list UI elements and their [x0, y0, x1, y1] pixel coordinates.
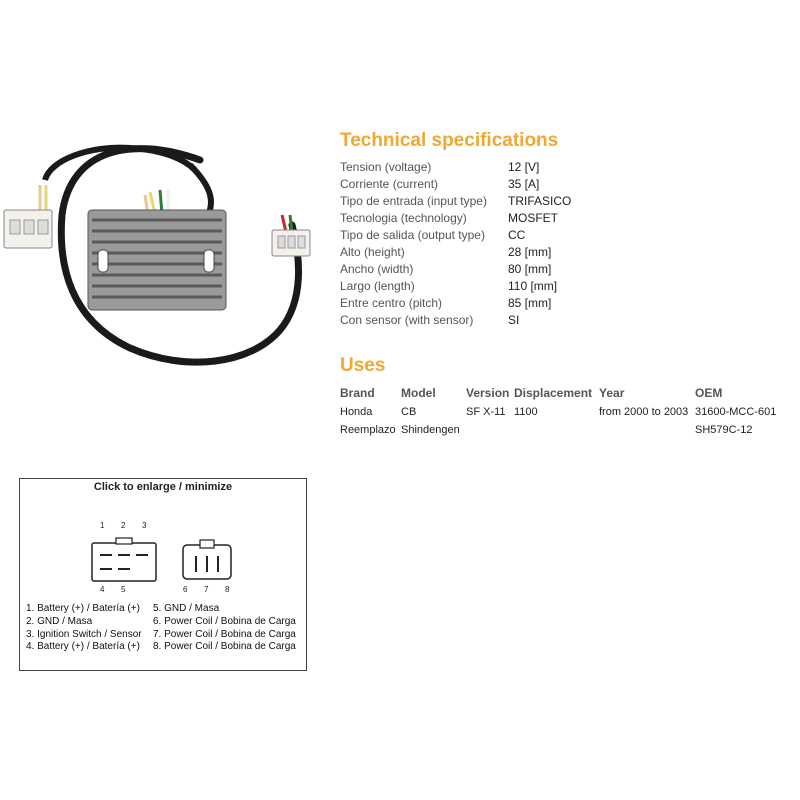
spec-label: Entre centro (pitch) — [340, 295, 443, 310]
spec-value: 80 [mm] — [508, 261, 552, 276]
uses-cell: from 2000 to 2003 — [599, 406, 689, 418]
uses-cell — [514, 421, 599, 439]
pin-label-8: 8 — [225, 585, 230, 594]
uses-cell — [599, 421, 695, 439]
uses-table — [340, 383, 785, 439]
legend-item-5: 5. GND / Masa — [153, 603, 220, 614]
spec-row — [340, 311, 571, 328]
spec-label: Con sensor (with sensor) — [340, 312, 474, 327]
spec-label: Tipo de salida (output type) — [340, 227, 485, 242]
legend-item-8: 8. Power Coil / Bobina de Carga — [153, 641, 296, 653]
pin-label-4: 4 — [100, 585, 105, 594]
uses-column-header: Version — [466, 386, 510, 400]
spec-value: CC — [508, 227, 526, 242]
spec-value: 28 [mm] — [508, 244, 552, 259]
spec-label: Ancho (width) — [340, 261, 414, 276]
legend-item-3: 3. Ignition Switch / Sensor — [26, 628, 142, 640]
spec-label: Largo (length) — [340, 278, 415, 293]
spec-value: 35 [A] — [508, 176, 540, 191]
uses-section — [340, 355, 790, 439]
uses-cell: SH579C-12 — [695, 424, 753, 436]
uses-column-header: Displacement — [514, 386, 593, 400]
connector-diagram-panel[interactable] — [19, 478, 307, 671]
specs-title: Technical specifications — [340, 130, 559, 151]
spec-label: Tension (voltage) — [340, 159, 432, 174]
spec-row — [340, 277, 571, 294]
legend-item-7: 7. Power Coil / Bobina de Carga — [153, 628, 296, 640]
uses-column-header: Brand — [340, 386, 375, 400]
pin-legend-right — [153, 603, 296, 654]
spec-row — [340, 175, 571, 192]
legend-item-1: 1. Battery (+) / Batería (+) — [26, 603, 140, 614]
uses-column-header: Model — [401, 386, 436, 400]
uses-cell: Honda — [340, 406, 373, 418]
spec-row — [340, 192, 571, 209]
spec-value: 85 [mm] — [508, 295, 552, 310]
spec-row — [340, 260, 571, 277]
spec-row — [340, 243, 571, 260]
spec-value: MOSFET — [508, 210, 558, 225]
spec-row — [340, 158, 571, 175]
spec-label: Corriente (current) — [340, 176, 439, 191]
uses-cell — [466, 421, 514, 439]
legend-item-6: 6. Power Coil / Bobina de Carga — [153, 615, 296, 627]
pin-label-5: 5 — [121, 585, 126, 594]
uses-cell: 1100 — [514, 406, 538, 418]
spec-label: Alto (height) — [340, 244, 405, 259]
spec-label: Tipo de entrada (input type) — [340, 193, 487, 208]
spec-row — [340, 294, 571, 311]
spec-label: Tecnologia (technology) — [340, 210, 467, 225]
uses-row — [340, 403, 785, 421]
pin-legend-left — [26, 603, 142, 654]
uses-title: Uses — [340, 355, 386, 376]
spec-value: SI — [508, 312, 520, 327]
pin-label-2: 2 — [121, 521, 126, 530]
uses-cell: Reemplazo — [340, 424, 396, 436]
uses-cell: SF X-11 — [466, 406, 506, 418]
pin-label-7: 7 — [204, 585, 209, 594]
spec-row — [340, 226, 571, 243]
spec-value: 12 [V] — [508, 159, 540, 174]
uses-column-header: Year — [599, 386, 625, 400]
spec-value: 110 [mm] — [508, 278, 558, 293]
uses-cell: 31600-MCC-601 — [695, 406, 777, 418]
technical-specifications-section — [340, 130, 780, 328]
uses-column-header: OEM — [695, 386, 723, 400]
legend-item-4: 4. Battery (+) / Batería (+) — [26, 641, 140, 653]
legend-item-2: 2. GND / Masa — [26, 615, 93, 627]
spec-row — [340, 209, 571, 226]
regulator-product-image[interactable] — [0, 120, 330, 380]
pin-label-1: 1 — [100, 521, 105, 530]
uses-cell: CB — [401, 406, 417, 418]
specs-table — [340, 158, 571, 328]
uses-cell: Shindengen — [401, 424, 460, 436]
pin-label-3: 3 — [142, 521, 147, 530]
enlarge-toggle-link[interactable]: Click to enlarge / minimize — [93, 481, 233, 493]
spec-value: TRIFASICO — [508, 193, 572, 208]
uses-row — [340, 421, 785, 439]
pin-label-6: 6 — [183, 585, 188, 594]
